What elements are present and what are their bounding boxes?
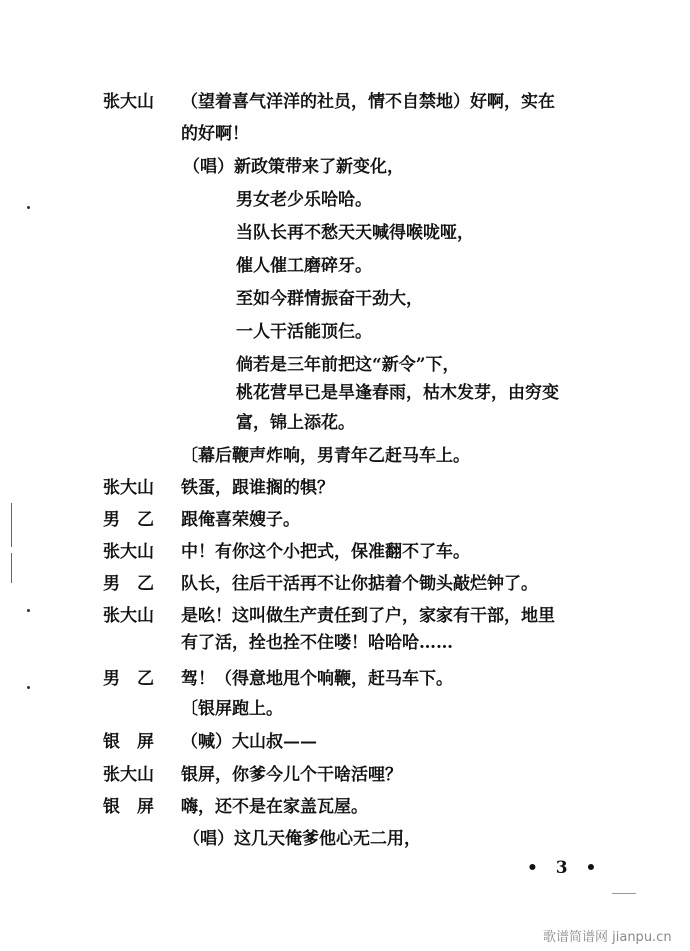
dialogue-line: 是吆！这叫做生产责任到了户，家家有干部，地里 <box>181 606 555 626</box>
dialogue-line: （望着喜气洋洋的社员，情不自禁地）好啊，实在 <box>181 92 555 112</box>
dialogue-line: （喊）大山叔—— <box>181 732 317 752</box>
speaker-nan-yi: 男 乙 <box>103 669 154 689</box>
speaker-nan-yi: 男 乙 <box>103 574 154 594</box>
lyric-line: 一人干活能顶仨。 <box>236 322 372 342</box>
lyric-line: 当队长再不愁天天喊得喉咙哑， <box>236 223 474 243</box>
speaker-zhang-dashan: 张大山 <box>103 92 154 112</box>
speaker-zhang-dashan: 张大山 <box>103 478 154 498</box>
stage-direction: 〔幕后鞭声炸响，男青年乙赶马车上。 <box>181 446 470 466</box>
lyric-line: 桃花营早已是旱逢春雨，枯木发芽，由穷变 <box>236 383 559 403</box>
lyric-line: 富，锦上添花。 <box>236 413 355 433</box>
margin-mark <box>27 609 30 612</box>
song-intro-line: （唱）新政策带来了新变化， <box>183 157 404 177</box>
dialogue-line: 嗨，还不是在家盖瓦屋。 <box>181 797 368 817</box>
dialogue-line: 铁蛋，跟谁搁的犋？ <box>181 478 334 498</box>
stage-direction: 〔银屏跑上。 <box>181 699 283 719</box>
lyric-line: 倘若是三年前把这“新令”下， <box>236 355 460 375</box>
song-intro-line: （唱）这几天俺爹他心无二用， <box>183 829 421 849</box>
speaker-zhang-dashan: 张大山 <box>103 542 154 562</box>
margin-mark <box>11 503 12 547</box>
margin-mark <box>27 206 30 209</box>
dialogue-line: 有了活，拴也拴不住喽！哈哈哈…… <box>181 633 453 653</box>
dialogue-line: 的好啊！ <box>181 124 249 144</box>
speaker-zhang-dashan: 张大山 <box>103 765 154 785</box>
lyric-line: 催人催工磨碎牙。 <box>236 256 372 276</box>
dialogue-line: 银屏，你爹今儿个干啥活哩？ <box>181 765 402 785</box>
dialogue-line: 驾！（得意地甩个响鞭，赶马车下。 <box>181 669 453 689</box>
bottom-rule <box>612 893 636 894</box>
margin-mark <box>11 553 12 583</box>
speaker-nan-yi: 男 乙 <box>103 510 154 530</box>
dialogue-line: 中！有你这个小把式，保准翻不了车。 <box>181 542 470 562</box>
speaker-yin-ping: 银 屏 <box>103 797 154 817</box>
margin-mark <box>27 686 30 689</box>
page-number: • 3 • <box>527 858 603 878</box>
dialogue-line: 队长，往后干活再不让你掂着个锄头敲烂钟了。 <box>181 574 538 594</box>
lyric-line: 男女老少乐哈哈。 <box>236 190 372 210</box>
watermark: 歌谱简谱网 jianpu.cn <box>543 930 672 945</box>
dialogue-line: 跟俺喜荣嫂子。 <box>181 510 300 530</box>
speaker-yin-ping: 银 屏 <box>103 732 154 752</box>
speaker-zhang-dashan: 张大山 <box>103 606 154 626</box>
lyric-line: 至如今群情振奋干劲大， <box>236 289 423 309</box>
